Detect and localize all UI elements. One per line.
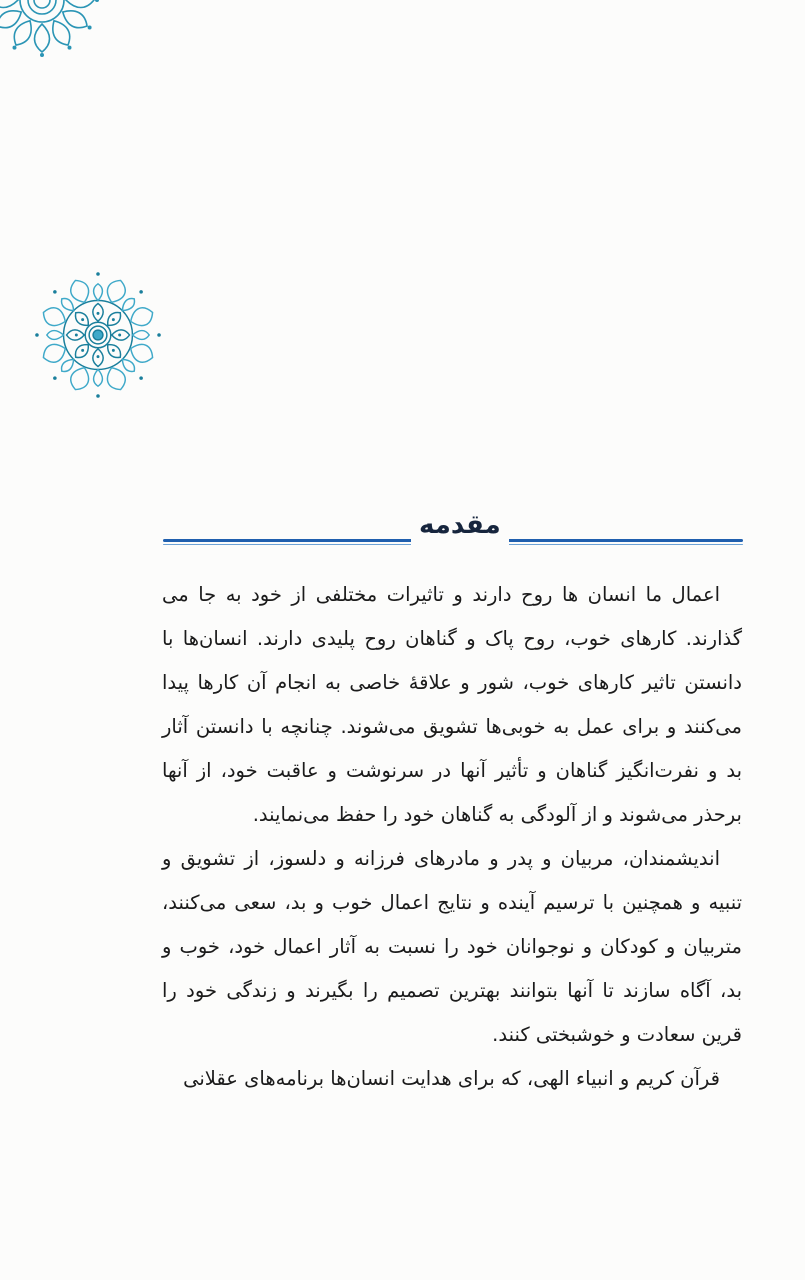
body-text [162, 573, 742, 1101]
mandala-icon [35, 272, 161, 398]
page-title: مقدمه [411, 505, 509, 545]
paragraph-text: اعمال ما انسان ها روح دارند و تاثیرات مختلفی از خود به جا می گذارند. کارهای خوب، روح پاک و گناهان روح پلیدی دارند. انسان‌ها با دانستن تاثیر کارهای خوب، شور و علاقۀ خاصی به انجام آن کارها پیدا می‌کنند و برای عمل به خوبی‌ها تشویق می‌شوند. چنانچه با دانستن آثار بد و نفرت‌انگیز گناهان و تأثیر آنها در سرنوشت و عاقبت خود، از آنها برحذر می‌شوند و از آلودگی به گناهان خود را حفظ می‌نمایند. [162, 583, 742, 826]
paragraph-2 [162, 837, 742, 1057]
paragraph-text: اندیشمندان، مربیان و پدر و مادرهای فرزانه و دلسوز، از تشویق و تنبیه و همچنین با ترسیم آینده و نتایج اعمال خوب و بد، سعی می‌کنند، متربیان و کودکان و نوجوانان خود را نسبت به آثار اعمال خود، خوب و بد، آگاه سازند تا آنها بتوانند بهترین تصمیم را بگیرند و زندگی خود را قرین سعادت و خوشبختی کنند. [162, 847, 742, 1046]
chapter-heading [163, 505, 743, 555]
mandala-icon-top [0, 0, 102, 60]
paragraph-3 [162, 1057, 742, 1101]
paragraph-1 [162, 573, 742, 837]
paragraph-text: قرآن کریم و انبیاء الهی، که برای هدایت انسان‌ها برنامه‌های عقلانی [183, 1067, 720, 1090]
